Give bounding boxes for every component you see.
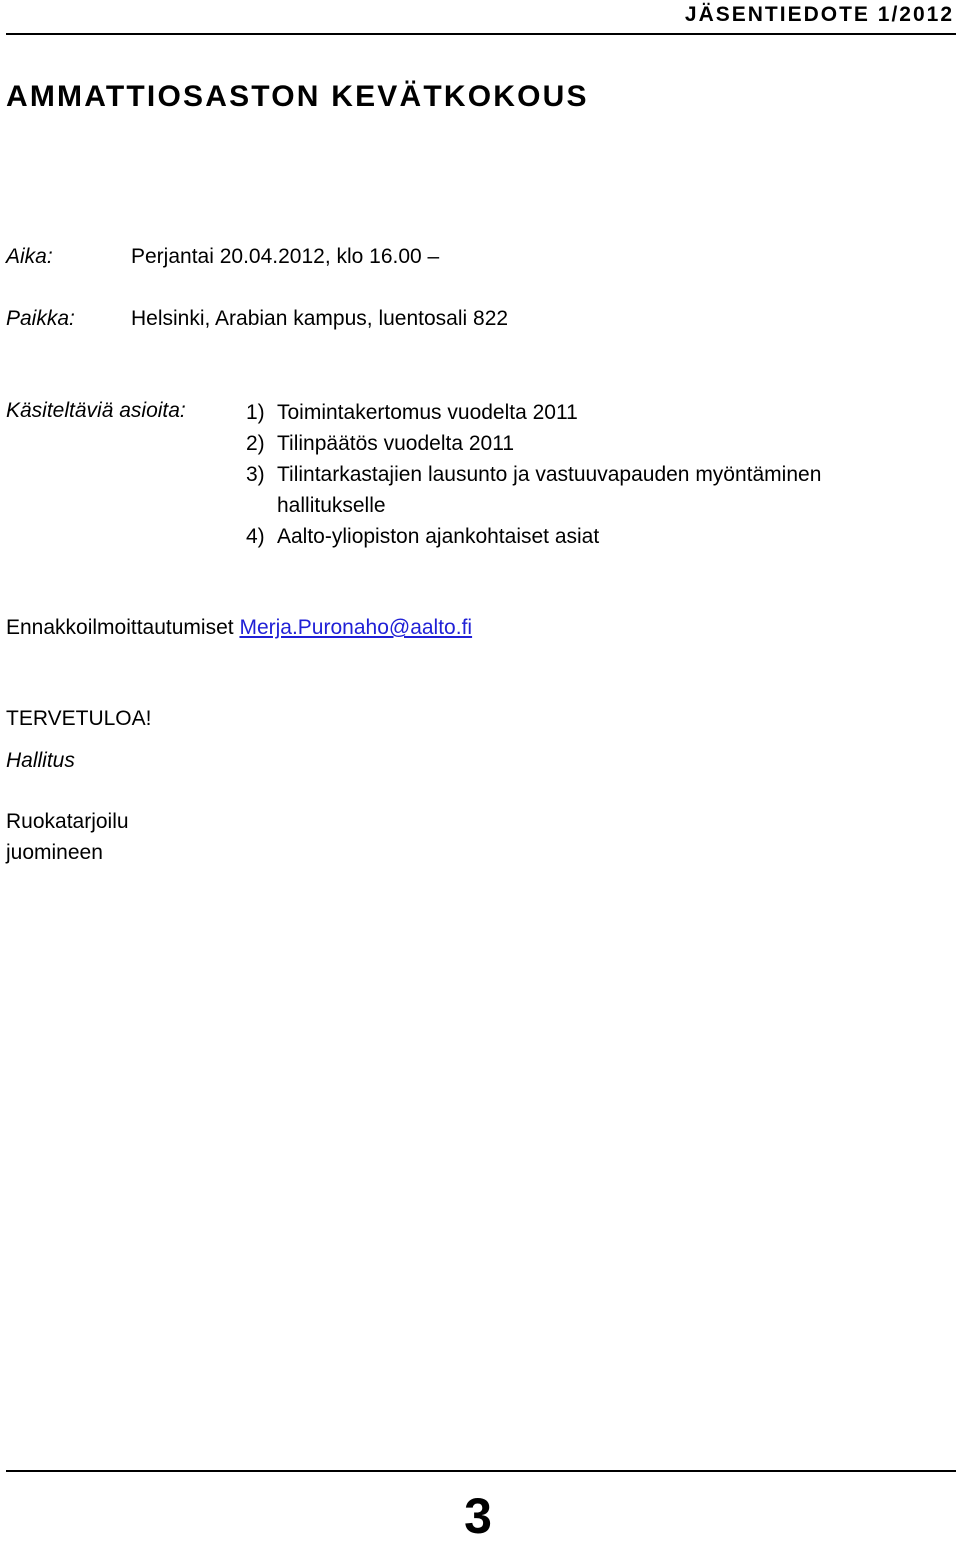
place-value: Helsinki, Arabian kampus, luentosali 822 (131, 307, 509, 330)
agenda-item (246, 459, 897, 521)
newsletter-header-title: JÄSENTIEDOTE 1/2012 (684, 3, 954, 26)
agenda-item-number: 2) (246, 432, 265, 455)
time-value: Perjantai 20.04.2012, klo 16.00 – (131, 245, 440, 268)
agenda-item-number: 3) (246, 463, 265, 486)
agenda-item-number: 4) (246, 525, 265, 548)
agenda-item (246, 521, 897, 552)
welcome-text: TERVETULOA! (6, 707, 152, 730)
registration-text: Ennakkoilmoittautumiset (6, 616, 234, 639)
agenda-item-text: Tilinpäätös vuodelta 2011 (277, 432, 514, 455)
place-label: Paikka: (6, 307, 75, 330)
registration-email-link[interactable]: Merja.Puronaho@aalto.fi (239, 616, 473, 639)
catering-line-2: juomineen (6, 841, 103, 864)
page-number-container (0, 1488, 960, 1544)
agenda-item-number: 1) (246, 401, 265, 424)
agenda-item-text: Aalto-yliopiston ajankohtaiset asiat (277, 525, 600, 548)
signature: Hallitus (6, 749, 75, 772)
document-title: AMMATTIOSASTON KEVÄTKOKOUS (6, 80, 589, 113)
agenda-item-text: Toimintakertomus vuodelta 2011 (277, 401, 578, 424)
registration-line (6, 614, 472, 642)
header-divider (6, 33, 956, 35)
agenda-item-text: Tilintarkastajien lausunto ja vastuuvapauden myöntäminen hallitukselle (277, 463, 822, 517)
catering-line-1: Ruokatarjoilu (6, 810, 129, 833)
agenda-item (246, 428, 897, 459)
footer-divider (6, 1470, 956, 1472)
page-number: 3 (464, 1488, 492, 1544)
agenda-item (246, 397, 897, 428)
agenda-list (246, 397, 897, 552)
agenda-label: Käsiteltäviä asioita: (6, 399, 186, 422)
time-label: Aika: (6, 245, 53, 268)
